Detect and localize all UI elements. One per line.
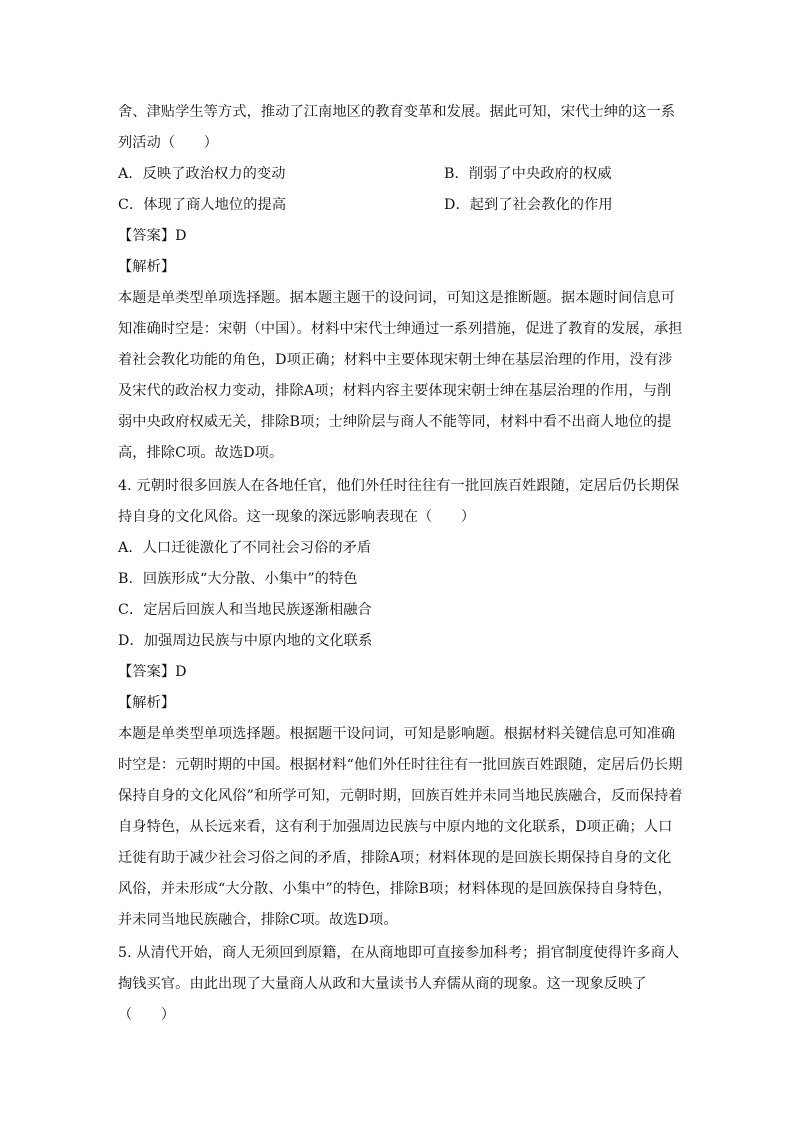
q4-analysis-label: 【解析】 (118, 695, 176, 711)
q3-option-b: B．削弱了中央政府的权威 (444, 166, 612, 182)
q4-analysis-line-5: 迁徙有助于减少社会习俗之间的矛盾，排除A项；材料体现的是回族长期保持自身的文化 (118, 850, 672, 866)
q3-stem-line-2: 列活动（ ） (118, 135, 219, 151)
q3-analysis-line-3: 着社会教化功能的角色，D项正确；材料中主要体现宋朝士绅在基层治理的作用，没有涉 (118, 352, 673, 368)
q3-answer: 【答案】D (118, 228, 187, 244)
q4-analysis-line-3: 保持自身的文化风俗”和所学可知，元朝时期，回族百姓并未同当地民族融合，反而保持着 (118, 788, 683, 804)
q3-analysis-line-1: 本题是单类型单项选择题。据本题主题干的设问词，可知这是推断题。据本题时间信息可 (118, 290, 676, 306)
q4-stem-line-2: 持自身的文化风俗。这一现象的深远影响表现在（ ） (118, 509, 476, 525)
q3-analysis-label: 【解析】 (118, 259, 176, 275)
q4-answer: 【答案】D (118, 664, 187, 680)
q3-stem-line-1: 舍、津贴学生等方式，推动了江南地区的教育变革和发展。据此可知，宋代士绅的这一系 (118, 104, 676, 120)
q3-option-c: C．体现了商人地位的提高 (118, 197, 287, 213)
q3-option-d: D．起到了社会教化的作用 (444, 197, 613, 213)
q4-option-c: C．定居后回族人和当地民族逐渐相融合 (118, 602, 372, 618)
q4-option-a: A．人口迁徙激化了不同社会习俗的矛盾 (118, 540, 372, 556)
q4-analysis-line-6: 风俗，并未形成“大分散、小集中”的特色，排除B项；材料体现的是回族保持自身特色， (118, 881, 672, 897)
q4-stem-line-1: 4. 元朝时很多回族人在各地任官，他们外任时往往有一批回族百姓跟随，定居后仍长期保 (118, 478, 680, 494)
q3-analysis-line-4: 及宋代的政治权力变动，排除A项；材料内容主要体现宋朝士绅在基层治理的作用，与削 (118, 383, 672, 399)
q5-stem-line-3: （ ） (118, 1007, 176, 1023)
q5-stem-line-1: 5. 从清代开始，商人无须回到原籍，在从商地即可直接参加科考；捐官制度使得许多商人 (118, 945, 680, 961)
q4-analysis-line-4: 自身特色，从长远来看，这有利于加强周边民族与中原内地的文化联系，D项正确；人口 (118, 819, 673, 835)
q4-analysis-line-1: 本题是单类型单项选择题。根据题干设问词，可知是影响题。根据材料关键信息可知准确 (118, 726, 676, 742)
q4-option-d: D．加强周边民族与中原内地的文化联系 (118, 633, 373, 649)
q4-option-b: B．回族形成“大分散、小集中”的特色 (118, 571, 358, 587)
q5-stem-line-2: 掏钱买官。由此出现了大量商人从政和大量读书人弃儒从商的现象。这一现象反映了 (118, 976, 647, 992)
q3-analysis-line-6: 高，排除C项。故选D项。 (118, 445, 284, 461)
q4-analysis-line-7: 并未同当地民族融合，排除C项。故选D项。 (118, 912, 398, 928)
q3-analysis-line-5: 弱中央政府权威无关，排除B项；士绅阶层与商人不能等同，材料中看不出商人地位的提 (118, 414, 672, 430)
q4-analysis-line-2: 时空是：元朝时期的中国。根据材料“他们外任时往往有一批回族百姓跟随，定居后仍长期 (118, 757, 683, 773)
q3-analysis-line-2: 知准确时空是：宋朝（中国）。材料中宋代士绅通过一系列措施，促进了教育的发展，承担 (118, 321, 683, 337)
q3-option-a: A．反映了政治权力的变动 (118, 166, 286, 182)
